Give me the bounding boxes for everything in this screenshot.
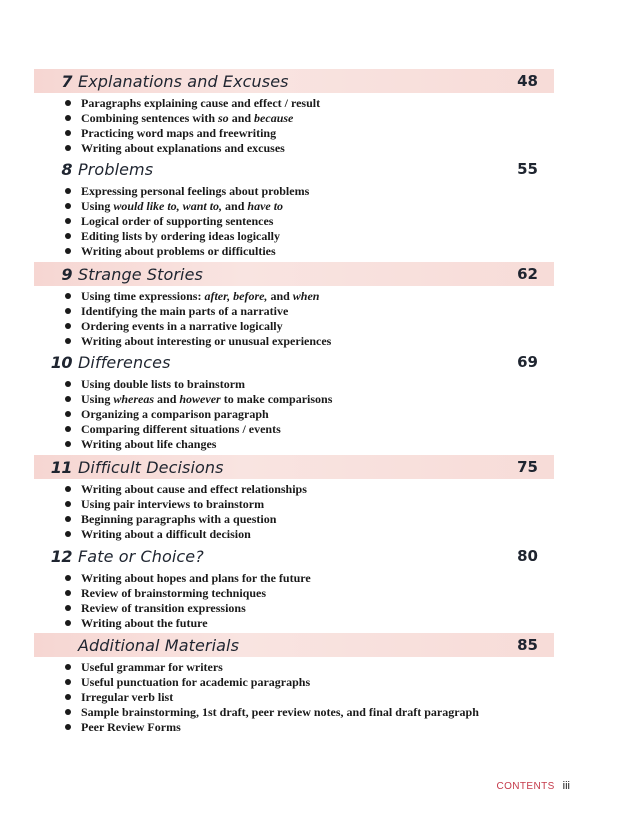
- list-item: [65, 126, 554, 141]
- unit-title: Explanations and Excuses: [78, 71, 289, 91]
- list-item: [65, 690, 554, 705]
- bullet-icon: [65, 694, 71, 700]
- item-text: and: [154, 392, 180, 406]
- list-item: [65, 111, 554, 126]
- bullet-icon: [65, 100, 71, 106]
- item-text: Writing about a difficult decision: [81, 527, 251, 541]
- unit-topic-list: [34, 289, 554, 349]
- bullet-icon: [65, 203, 71, 209]
- unit-topic-list: [34, 377, 554, 452]
- item-text: Review of transition expressions: [81, 601, 246, 615]
- item-text: Useful punctuation for academic paragraphs: [81, 675, 311, 689]
- list-item: [65, 512, 554, 527]
- list-item: [65, 199, 554, 214]
- item-text: Expressing personal feelings about problems: [81, 184, 310, 198]
- list-item: [65, 319, 554, 334]
- item-emphasis: so: [218, 111, 229, 125]
- item-emphasis: however: [179, 392, 221, 406]
- unit-number: 11: [50, 457, 72, 477]
- list-item: [65, 392, 554, 407]
- list-item: [65, 616, 554, 631]
- item-text: Using: [81, 392, 114, 406]
- item-text: Writing about cause and effect relationships: [81, 482, 307, 496]
- item-text: Comparing different situations / events: [81, 422, 281, 436]
- item-text: Organizing a comparison paragraph: [81, 407, 269, 421]
- unit-topic-list: [34, 482, 554, 542]
- unit-header: [34, 262, 554, 286]
- item-text: Irregular verb list: [81, 690, 174, 704]
- page-footer: [440, 780, 570, 792]
- unit-page-number: 75: [517, 458, 538, 476]
- unit-header: [34, 157, 554, 181]
- list-item: [65, 334, 554, 349]
- unit-7: [34, 69, 554, 156]
- list-item: [65, 304, 554, 319]
- bullet-icon: [65, 426, 71, 432]
- list-item: [65, 675, 554, 690]
- unit-header: [34, 69, 554, 93]
- list-item: [65, 184, 554, 199]
- list-item: [65, 705, 554, 720]
- unit-page-number: 80: [517, 547, 538, 565]
- list-item: [65, 527, 554, 542]
- bullet-icon: [65, 115, 71, 121]
- item-text: Writing about interesting or unusual experiences: [81, 334, 332, 348]
- bullet-icon: [65, 188, 71, 194]
- item-text: Using pair interviews to brainstorm: [81, 497, 265, 511]
- item-emphasis: because: [254, 111, 294, 125]
- unit-header: [34, 455, 554, 479]
- unit-10: [34, 350, 554, 452]
- unit-title: Differences: [78, 352, 171, 372]
- item-emphasis: would like to, want to,: [113, 199, 223, 213]
- list-item: [65, 229, 554, 244]
- item-text: Identifying the main parts of a narrative: [81, 304, 289, 318]
- unit-page-number: 69: [517, 353, 538, 371]
- bullet-icon: [65, 308, 71, 314]
- list-item: [65, 660, 554, 675]
- unit-page-number: 48: [517, 72, 538, 90]
- list-item: [65, 720, 554, 735]
- bullet-icon: [65, 381, 71, 387]
- list-item: [65, 214, 554, 229]
- bullet-icon: [65, 724, 71, 730]
- item-emphasis: whereas: [113, 392, 155, 406]
- item-text: Writing about problems or difficulties: [81, 244, 276, 258]
- unit-title: Fate or Choice?: [78, 546, 204, 566]
- item-text: Logical order of supporting sentences: [81, 214, 274, 228]
- item-emphasis: when: [292, 289, 320, 303]
- item-text: Combining sentences with: [81, 111, 219, 125]
- bullet-icon: [65, 531, 71, 537]
- item-text: Sample brainstorming, 1st draft, peer review notes, and final draft paragraph: [81, 705, 479, 719]
- list-item: [65, 437, 554, 452]
- bullet-icon: [65, 441, 71, 447]
- footer-page-number: iii: [562, 780, 570, 792]
- unit-topic-list: [34, 184, 554, 259]
- item-text: Writing about hopes and plans for the future: [81, 571, 311, 585]
- unit-additional: [34, 633, 554, 735]
- unit-title: Strange Stories: [78, 264, 203, 284]
- list-item: [65, 141, 554, 156]
- list-item: [65, 482, 554, 497]
- unit-page-number: 55: [517, 160, 538, 178]
- bullet-icon: [65, 338, 71, 344]
- bullet-icon: [65, 323, 71, 329]
- item-text: Peer Review Forms: [81, 720, 181, 734]
- item-text: and: [267, 289, 293, 303]
- unit-topic-list: [34, 571, 554, 631]
- unit-number: 9: [61, 264, 72, 284]
- unit-11: [34, 455, 554, 542]
- bullet-icon: [65, 501, 71, 507]
- item-text: Writing about the future: [81, 616, 208, 630]
- unit-title: Problems: [78, 159, 154, 179]
- bullet-icon: [65, 411, 71, 417]
- list-item: [65, 407, 554, 422]
- item-text: Editing lists by ordering ideas logically: [81, 229, 281, 243]
- unit-header: [34, 633, 554, 657]
- item-text: Practicing word maps and freewriting: [81, 126, 277, 140]
- unit-topic-list: [34, 660, 554, 735]
- item-text: to make comparisons: [220, 392, 333, 406]
- unit-page-number: 62: [517, 265, 538, 283]
- bullet-icon: [65, 486, 71, 492]
- list-item: [65, 377, 554, 392]
- item-text: and: [228, 111, 255, 125]
- bullet-icon: [65, 620, 71, 626]
- bullet-icon: [65, 248, 71, 254]
- list-item: [65, 422, 554, 437]
- item-text: Paragraphs explaining cause and effect / result: [81, 96, 321, 110]
- unit-title: Difficult Decisions: [78, 457, 224, 477]
- unit-12: [34, 544, 554, 631]
- bullet-icon: [65, 605, 71, 611]
- unit-topic-list: [34, 96, 554, 156]
- bullet-icon: [65, 664, 71, 670]
- item-text: Using time expressions:: [81, 289, 205, 303]
- bullet-icon: [65, 709, 71, 715]
- footer-contents-label: CONTENTS: [496, 781, 555, 792]
- list-item: [65, 586, 554, 601]
- list-item: [65, 289, 554, 304]
- list-item: [65, 96, 554, 111]
- item-text: Ordering events in a narrative logically: [81, 319, 283, 333]
- bullet-icon: [65, 516, 71, 522]
- list-item: [65, 601, 554, 616]
- item-text: Beginning paragraphs with a question: [81, 512, 277, 526]
- bullet-icon: [65, 293, 71, 299]
- unit-header: [34, 544, 554, 568]
- unit-header: [34, 350, 554, 374]
- unit-number: 10: [50, 352, 72, 372]
- bullet-icon: [65, 130, 71, 136]
- unit-number: 12: [50, 546, 72, 566]
- bullet-icon: [65, 396, 71, 402]
- item-text: Review of brainstorming techniques: [81, 586, 266, 600]
- bullet-icon: [65, 233, 71, 239]
- unit-number: 8: [61, 159, 72, 179]
- item-text: Writing about explanations and excuses: [81, 141, 285, 155]
- item-emphasis: after, before,: [204, 289, 268, 303]
- bullet-icon: [65, 145, 71, 151]
- item-text: and: [222, 199, 248, 213]
- list-item: [65, 244, 554, 259]
- unit-title: Additional Materials: [78, 635, 240, 655]
- list-item: [65, 571, 554, 586]
- list-item: [65, 497, 554, 512]
- bullet-icon: [65, 590, 71, 596]
- bullet-icon: [65, 218, 71, 224]
- unit-8: [34, 157, 554, 259]
- item-text: Writing about life changes: [81, 437, 217, 451]
- unit-9: [34, 262, 554, 349]
- unit-number: 7: [61, 71, 72, 91]
- bullet-icon: [65, 575, 71, 581]
- item-text: Using: [81, 199, 114, 213]
- bullet-icon: [65, 679, 71, 685]
- unit-page-number: 85: [517, 636, 538, 654]
- item-text: Useful grammar for writers: [81, 660, 223, 674]
- item-text: Using double lists to brainstorm: [81, 377, 246, 391]
- item-emphasis: have to: [247, 199, 284, 213]
